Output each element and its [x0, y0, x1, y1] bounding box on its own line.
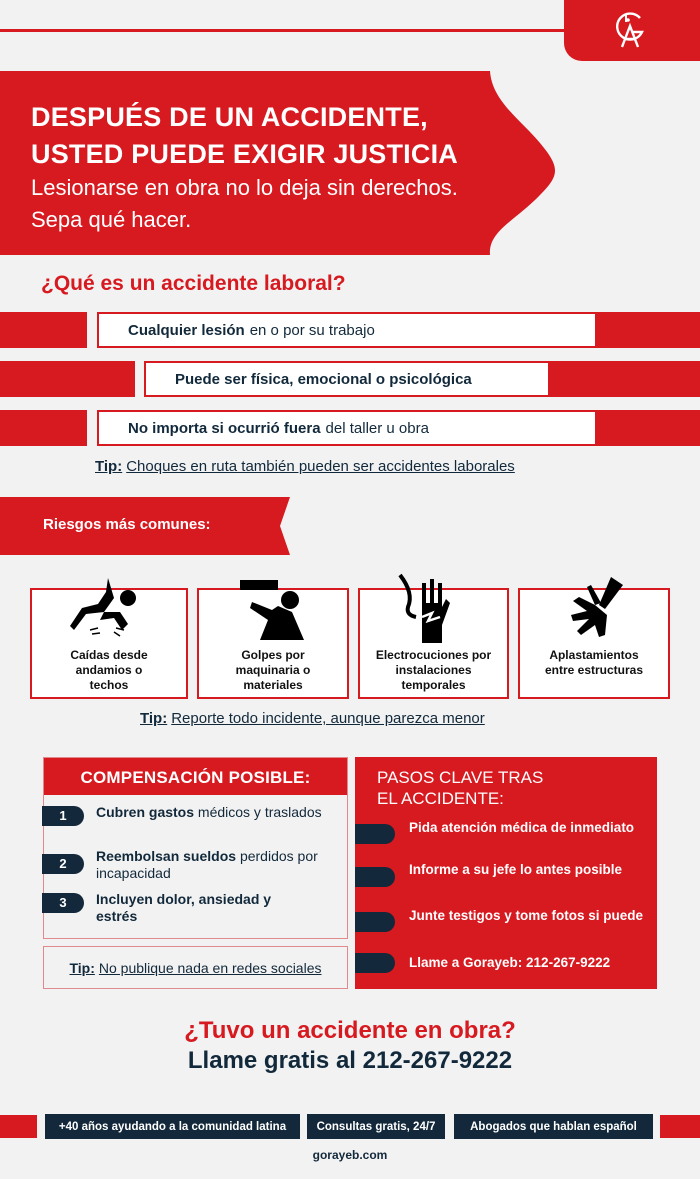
fact-strip-right — [550, 361, 700, 397]
risk-label: Caídas desde andamios o techos — [70, 648, 148, 692]
compensation-title: COMPENSACIÓN POSIBLE: — [44, 758, 347, 795]
cta-phone[interactable]: Llame gratis al 212-267-9222 — [187, 1047, 513, 1074]
fact-strip-left — [0, 361, 135, 397]
tip-report[interactable] — [140, 710, 485, 727]
key-steps-title — [377, 767, 543, 809]
fact-rest: en o por su trabajo — [249, 321, 375, 339]
fact-strip-right — [597, 410, 700, 446]
fact-rest: del taller u obra — [325, 419, 429, 437]
key-steps-panel — [355, 757, 657, 989]
fact-strip-right — [597, 312, 700, 348]
hero-banner — [0, 71, 560, 255]
item-bold: Incluyen dolor, ansiedad y estrés — [96, 891, 272, 924]
fact-strip-left — [0, 410, 87, 446]
item-rest: médicos y traslados — [197, 804, 322, 820]
tip-accidents[interactable] — [95, 458, 515, 475]
tip-label: Tip: — [95, 458, 123, 475]
hero-subtitle: Lesionarse en obra no lo deja sin derechos. Sepa qué hacer. — [31, 175, 458, 232]
crushed-hand-icon — [565, 575, 631, 639]
number-badge: 1 — [42, 806, 84, 826]
risk-label: Aplastamientos entre estructuras — [544, 648, 644, 677]
footer-strip-right — [660, 1115, 700, 1138]
number-badge: 3 — [42, 893, 84, 913]
top-divider — [0, 29, 570, 32]
fact-bold: Puede ser física, emocional o psicológica — [175, 370, 472, 388]
compensation-panel — [43, 757, 348, 939]
tip-text: No publique nada en redes sociales — [98, 959, 322, 976]
item-bold: Cubren gastos — [96, 804, 195, 820]
struck-by-object-icon — [238, 578, 308, 640]
tip-label: Tip: — [69, 959, 95, 976]
falling-person-icon — [68, 578, 148, 640]
key-steps-title-line1: PASOS CLAVE TRAS — [377, 768, 544, 787]
tip-social-media-box — [43, 946, 348, 989]
electrocution-hand-icon — [398, 573, 458, 643]
hero-title — [31, 99, 458, 173]
step-item: Pida atención médica de inmediato — [409, 820, 635, 835]
fact-row — [97, 312, 597, 348]
gorayeb-ga-logo-icon — [612, 8, 648, 48]
step-marker — [355, 953, 395, 973]
fact-bold: No importa si ocurrió fuera — [128, 419, 321, 437]
fact-row — [97, 410, 597, 446]
compensation-item — [96, 848, 336, 882]
cta-question: ¿Tuvo un accidente en obra? — [184, 1017, 516, 1044]
footer-badge-consultation: Consultas gratis, 24/7 — [307, 1114, 445, 1139]
tip-social-media[interactable] — [69, 960, 321, 976]
website-link[interactable]: gorayeb.com — [312, 1148, 388, 1162]
step-item-call: Llame a Gorayeb: 212-267-9222 — [409, 955, 611, 970]
compensation-item — [96, 891, 276, 925]
tip-label: Tip: — [140, 710, 168, 727]
what-is-title: ¿Qué es un accidente laboral? — [41, 272, 346, 295]
step-item: Junte testigos y tome fotos si puede — [409, 908, 644, 923]
footer-badge-experience: +40 años ayudando a la comunidad latina — [45, 1114, 300, 1139]
footer-badge-spanish: Abogados que hablan español — [454, 1114, 653, 1139]
step-marker — [355, 824, 395, 844]
fact-bold: Cualquier lesión — [128, 321, 245, 339]
fact-row — [144, 361, 550, 397]
footer-strip-left — [0, 1115, 37, 1138]
step-marker — [355, 912, 395, 932]
risks-banner — [0, 497, 290, 555]
number-badge: 2 — [42, 854, 84, 874]
hero-title-line1: DESPUÉS DE UN ACCIDENTE, — [31, 102, 428, 132]
item-bold: Reembolsan sueldos — [96, 848, 237, 864]
key-steps-title-line2: EL ACCIDENTE: — [377, 789, 504, 808]
risk-label: Electrocuciones por instalaciones temporales — [375, 648, 492, 692]
risk-label: Golpes por maquinaria o materiales — [235, 648, 311, 692]
risks-banner-label: Riesgos más comunes: — [43, 516, 211, 533]
compensation-item — [96, 804, 336, 821]
fact-strip-left — [0, 312, 87, 348]
step-item: Informe a su jefe lo antes posible — [409, 862, 623, 877]
step-marker — [355, 867, 395, 887]
item-rest: perdidos por incapacidad — [96, 848, 318, 881]
tip-text: Reporte todo incidente, aunque parezca menor — [171, 710, 485, 727]
logo-tab[interactable] — [564, 0, 700, 61]
hero-title-line2: USTED PUEDE EXIGIR JUSTICIA — [31, 139, 458, 169]
tip-text: Choques en ruta también pueden ser accidentes laborales — [126, 458, 515, 475]
